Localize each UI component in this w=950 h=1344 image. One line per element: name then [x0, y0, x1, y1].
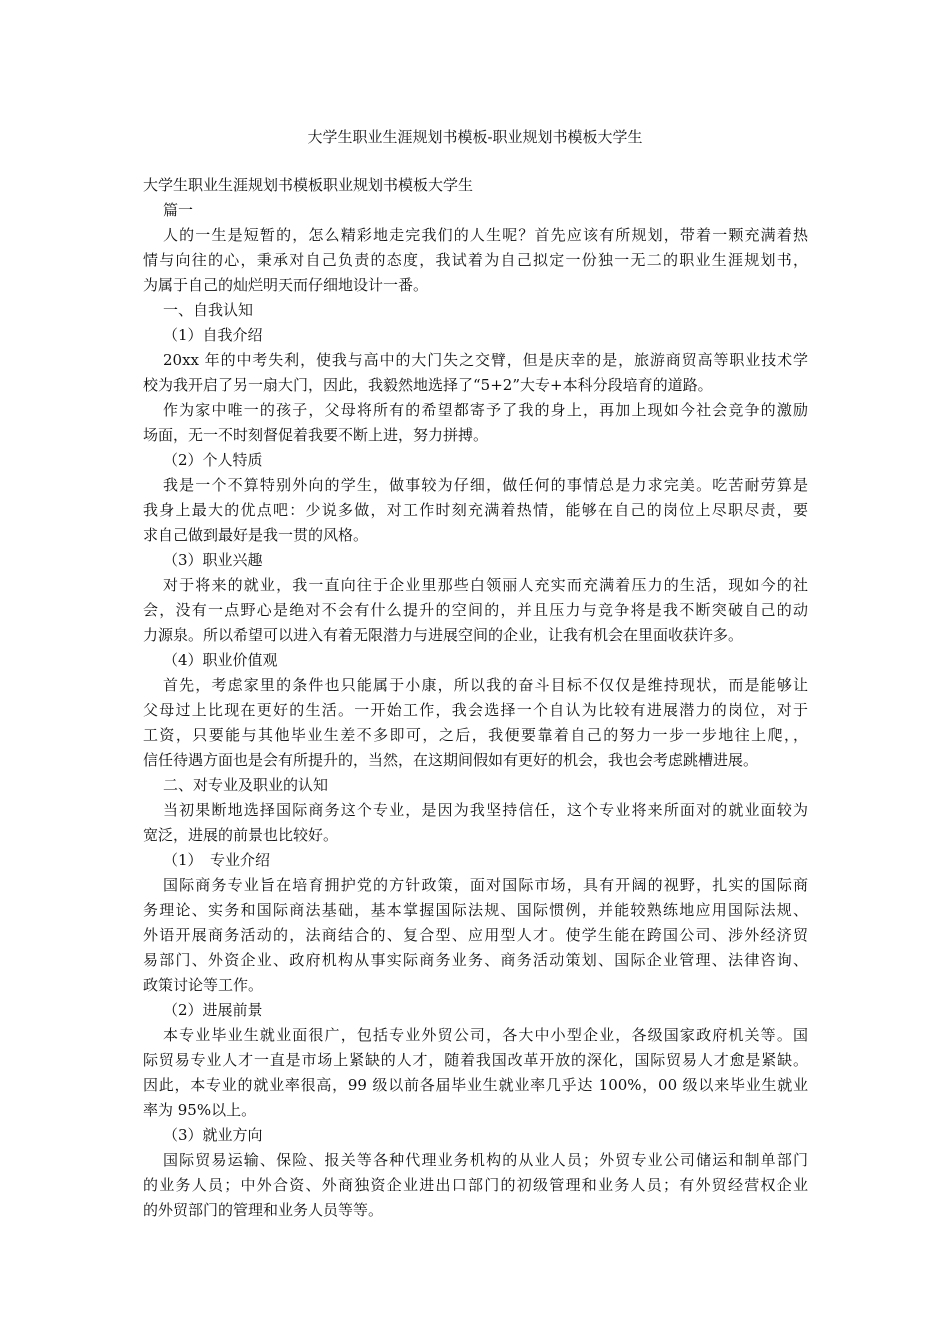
- text-line: 二、对专业及职业的认知: [163, 776, 329, 794]
- text-line: 求自己做到最好是我一贯的风格。: [143, 526, 369, 544]
- text-line: 当初果断地选择国际商务这个专业，是因为我坚持信任，这个专业将来所面对的就业面较为: [163, 801, 808, 819]
- text-line: 对于将来的就业，我一直向往于企业里那些白领丽人充实而充满着压力的生活，现如今的社: [163, 576, 808, 594]
- text-line: 首先，考虑家里的条件也只能属于小康，所以我的奋斗目标不仅仅是维持现状，而是能够让: [163, 676, 808, 694]
- document-body: [143, 173, 808, 1223]
- text-line: 务理论、实务和国际商法基础，基本掌握国际法规、国际惯例，并能较熟练地应用国际法规、: [143, 901, 808, 919]
- text-line: （1） 专业介绍: [163, 851, 271, 869]
- text-line: （3）职业兴趣: [163, 551, 263, 569]
- text-line: 父母过上比现在更好的生活。一开始工作，我会选择一个自认为比较有进展潜力的岗位，对于: [143, 701, 808, 719]
- text-line: （1）自我介绍: [163, 326, 263, 344]
- text-line: 人的一生是短暂的，怎么精彩地走完我们的人生呢？首先应该有所规划，带着一颗充满着热: [163, 226, 808, 244]
- text-line: 我身上最大的优点吧：少说多做，对工作时刻充满着热情，能够在自己的岗位上尽职尽责，要: [143, 501, 808, 519]
- text-line: 工资，只要能与其他毕业生差不多即可，之后，我便要靠着自己的努力一步一步地往上爬，，: [143, 726, 808, 744]
- text-line: 信任待遇方面也是会有所提升的，当然，在这期间假如有更好的机会，我也会考虑跳槽进展。: [143, 751, 759, 769]
- text-line: 外语开展商务活动的，法商结合的、复合型、应用型人才。使学生能在跨国公司、涉外经济贸: [143, 926, 808, 944]
- subsection-heading: [143, 848, 808, 873]
- paragraph: [143, 473, 808, 548]
- section-heading: [143, 298, 808, 323]
- subsection-heading: [143, 998, 808, 1023]
- text-line: 为属于自己的灿烂明天而仔细地设计一番。: [143, 276, 429, 294]
- paragraph: [143, 1148, 808, 1223]
- text-line: 校为我开启了另一扇大门，因此，我毅然地选择了“5+2”大专+本科分段培育的道路。: [143, 376, 713, 394]
- text-line: 易部门、外资企业、政府机构从事实际商务业务、商务活动策划、国际企业管理、法律咨询、: [143, 951, 808, 969]
- subsection-heading: [143, 548, 808, 573]
- text-line: 的外贸部门的管理和业务人员等等。: [143, 1201, 384, 1219]
- text-line: 国际贸易运输、保险、报关等各种代理业务机构的从业人员；外贸专业公司储运和制单部门: [163, 1151, 808, 1169]
- text-line: （2）个人特质: [163, 451, 263, 469]
- document-heading: [143, 173, 808, 198]
- text-line: 本专业毕业生就业面很广，包括专业外贸公司，各大中小型企业，各级国家政府机关等。国: [163, 1026, 808, 1044]
- paragraph: [143, 673, 808, 773]
- paragraph: [143, 573, 808, 648]
- text-line: 作为家中唯一的孩子，父母将所有的希望都寄予了我的身上，再加上现如今社会竞争的激励: [163, 401, 808, 419]
- text-line: 因此，本专业的就业率很高，99 级以前各届毕业生就业率几乎达 100%，00 级以来毕业生就业: [143, 1076, 808, 1094]
- text-line: 场面，无一不时刻督促着我要不断上进，努力拼搏。: [143, 426, 489, 444]
- paragraph: [143, 398, 808, 448]
- paragraph-intro: [143, 223, 808, 298]
- text-line: 力源泉。所以希望可以进入有着无限潜力与进展空间的企业，让我有机会在里面收获许多。: [143, 626, 744, 644]
- text-line: 20xx 年的中考失利，使我与高中的大门失之交臂，但是庆幸的是，旅游商贸高等职业技术学: [163, 351, 808, 369]
- subsection-heading: [143, 323, 808, 348]
- text-line: 政策讨论等工作。: [143, 976, 264, 994]
- text-line: 的业务人员；中外合资、外商独资企业进出口部门的初级管理和业务人员；有外贸经营权企业: [143, 1176, 808, 1194]
- text-line: 国际商务专业旨在培育拥护党的方针政策，面对国际市场，具有开阔的视野，扎实的国际商: [163, 876, 808, 894]
- text-line: （2）进展前景: [163, 1001, 263, 1019]
- paragraph: [143, 798, 808, 848]
- paragraph: [143, 873, 808, 998]
- text-line: （3）就业方向: [163, 1126, 263, 1144]
- text-line: 我是一个不算特别外向的学生，做事较为仔细，做任何的事情总是力求完美。吃苦耐劳算是: [163, 476, 808, 494]
- text-line: （4）职业价值观: [163, 651, 278, 669]
- text-line: 大学生职业生涯规划书模板职业规划书模板大学生: [143, 176, 474, 194]
- subsection-heading: [143, 1123, 808, 1148]
- paragraph: [143, 1023, 808, 1123]
- section-label: [143, 198, 808, 223]
- text-line: 宽泛，进展的前景也比较好。: [143, 826, 339, 844]
- page-title: 大学生职业生涯规划书模板-职业规划书模板大学生: [307, 128, 643, 146]
- text-line: 一、自我认知: [163, 301, 254, 319]
- section-heading: [143, 773, 808, 798]
- subsection-heading: [143, 648, 808, 673]
- subsection-heading: [143, 448, 808, 473]
- paragraph: [143, 348, 808, 398]
- text-line: 情与向往的心，秉承对自己负责的态度，我试着为自己拟定一份独一无二的职业生涯规划书，: [143, 251, 808, 269]
- text-line: 际贸易专业人才一直是市场上紧缺的人才，随着我国改革开放的深化，国际贸易人才愈是紧缺。: [143, 1051, 808, 1069]
- text-line: 篇一: [163, 201, 194, 219]
- text-line: 会，没有一点野心是绝对不会有什么提升的空间的，并且压力与竞争将是我不断突破自己的动: [143, 601, 808, 619]
- text-line: 率为 95%以上。: [143, 1101, 257, 1119]
